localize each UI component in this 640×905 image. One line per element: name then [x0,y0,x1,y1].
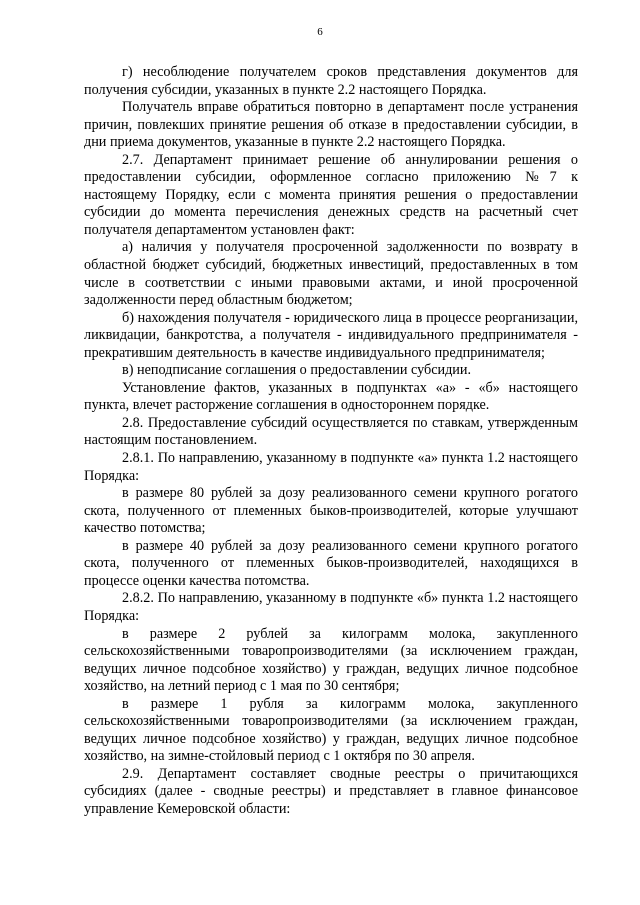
page-number: 6 [317,26,323,38]
paragraph-rate-1: в размере 1 рубля за килограмм молока, закупленного сельскохозяйственными товаропроизводителями (за исключением граждан, ведущих личное подсобное хозяйство) у граждан, ведущих личное подсобное хозяйство, на зимне-стойловый период с 1 октября по 30 апреля. [84,695,578,765]
paragraph-2-7-v: в) неподписание соглашения о предоставлении субсидии. [122,362,472,379]
document-body [84,64,578,819]
paragraph-2-8-2: 2.8.2. По направлению, указанному в подпункте «б» пункта 1.2 настоящего Порядка: [84,590,578,624]
paragraph-2-9: 2.9. Департамент составляет сводные реестры о причитающихся субсидиях (далее - сводные реестры) и представляет в главное финансовое управление Кемеровской области: [84,765,578,817]
paragraph-facts-termination: Установление фактов, указанных в подпунктах «а» - «б» настоящего пункта, влечет расторжение соглашения в одностороннем порядке. [84,379,578,414]
paragraph-rate-2: в размере 2 рублей за килограмм молока, закупленного сельскохозяйственными товаропроизводителями (за исключением граждан, ведущих личное подсобное хозяйство) у граждан, ведущих личное подсобное хозяйство, на летний период с 1 мая по 30 сентября; [84,625,578,695]
paragraph-2-7: 2.7. Департамент принимает решение об аннулировании решения о предоставлении субсидии, оформленное согласно приложению №7 к настоящему Порядку, если с момента принятия решения о предоставлении субсидии до момента перечисления денежных средств на расчетный счет получателя департаментом установлен факт: [84,151,578,238]
paragraph-reapply: Получатель вправе обратиться повторно в департамент после устранения причин, повлекших принятие решения об отказе в предоставлении субсидии, в дни приема документов, указанные в пункте 2.2 настоящего Порядка. [84,99,578,151]
paragraph-2-7-b: б) нахождения получателя - юридического лица в процессе реорганизации, ликвидации, банкротства, а получателя - индивидуального предпринимателя - прекратившим деятельность в качестве индивидуального предпринимателя; [84,309,578,361]
paragraph-item-g: г) несоблюдение получателем сроков представления документов для получения субсидии, указанных в пункте 2.2 настоящего Порядка. [84,64,578,98]
paragraph-rate-80: в размере 80 рублей за дозу реализованного семени крупного рогатого скота, полученного от племенных быков-производителей, которые улучшают качество потомства; [84,485,578,537]
paragraph-2-7-a: а) наличия у получателя просроченной задолженности по возврату в областной бюджет субсидий, бюджетных инвестиций, предоставленных в том числе в соответствии с иными правовыми актами, и иной просроченной задолженности перед областным бюджетом; [84,239,578,309]
paragraph-2-8-1: 2.8.1. По направлению, указанному в подпункте «а» пункта 1.2 настоящего Порядка: [84,450,578,484]
paragraph-rate-40: в размере 40 рублей за дозу реализованного семени крупного рогатого скота, полученного от племенных быков-производителей, находящихся в процессе оценки качества потомства. [84,537,578,589]
paragraph-2-8: 2.8. Предоставление субсидий осуществляется по ставкам, утвержденным настоящим постановлением. [84,414,578,449]
